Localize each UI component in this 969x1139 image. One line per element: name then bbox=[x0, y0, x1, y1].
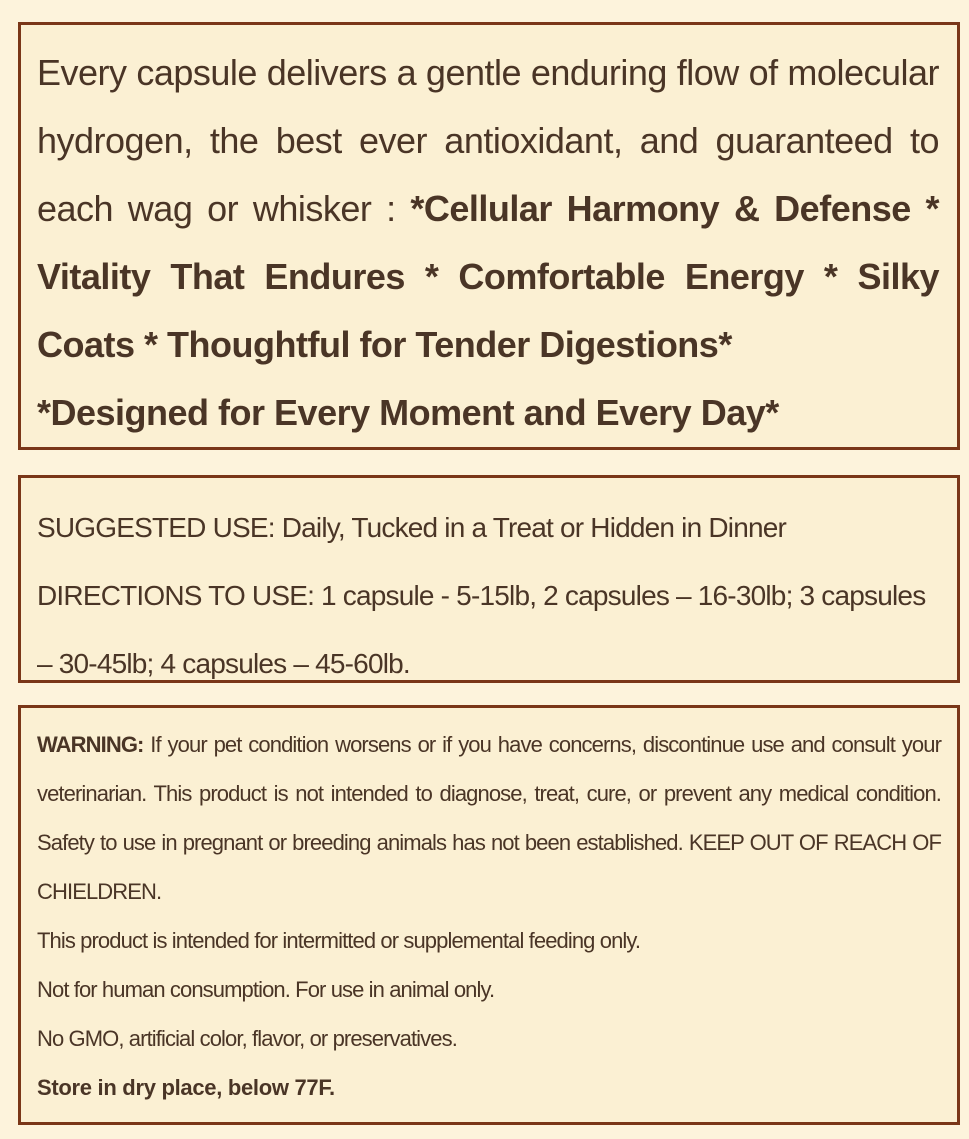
warning-label: WARNING: bbox=[37, 732, 144, 757]
storage-note: Store in dry place, below 77F. bbox=[37, 1075, 335, 1100]
benefits-closing: *Designed for Every Moment and Every Day* bbox=[37, 392, 779, 433]
additives-note: No GMO, artificial color, flavor, or preservatives. bbox=[37, 1026, 457, 1051]
consumption-note: Not for human consumption. For use in animal only. bbox=[37, 977, 495, 1002]
usage-panel bbox=[18, 475, 960, 683]
warning-paragraph bbox=[37, 720, 941, 916]
benefits-panel bbox=[18, 22, 960, 450]
feeding-note: This product is intended for intermitted or supplemental feeding only. bbox=[37, 928, 641, 953]
benefits-intro: Every capsule delivers a gentle enduring flow of molecular hydrogen, the best ever antioxidant, and guaranteed to each wag or whisker : bbox=[37, 52, 939, 229]
benefits-claims: *Cellular Harmony & Defense * Vitality That Endures * Comfortable Energy * Silky Coats * Thoughtful for Tender Digestions* bbox=[37, 188, 939, 365]
directions-to-use: DIRECTIONS TO USE: 1 capsule - 5-15lb, 2 capsules – 16-30lb; 3 capsules – 30-45lb; 4 capsules – 45-60lb. bbox=[37, 580, 926, 679]
benefits-paragraph bbox=[37, 39, 939, 447]
warning-body: If your pet condition worsens or if you have concerns, discontinue use and consult your veterinarian. This product is not intended to diagnose, treat, cure, or prevent any medical condition. Safety to use in pregnant or breeding animals has not been established. KEEP OUT OF REACH OF CHIELDREN. bbox=[37, 732, 941, 904]
warning-panel bbox=[18, 705, 960, 1125]
suggested-use: SUGGESTED USE: Daily, Tucked in a Treat or Hidden in Dinner bbox=[37, 512, 787, 543]
